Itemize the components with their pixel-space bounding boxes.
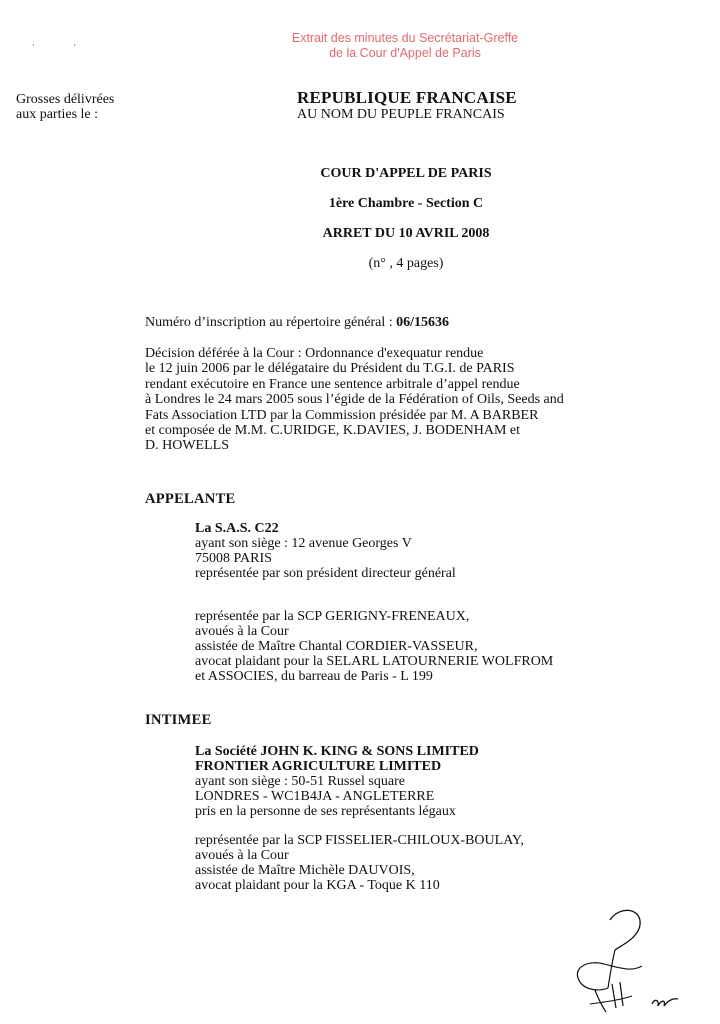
intimee-heading: INTIMEE (145, 712, 212, 728)
appelante-name: La S.A.S. C22 (195, 521, 279, 536)
intimee-line: ayant son siège : 50-51 Russel square (195, 774, 405, 789)
appelante-counsel-line: avoués à la Cour (195, 624, 289, 639)
decision-line: le 12 juin 2006 par le délégataire du Président du T.G.I. de PARIS (145, 361, 515, 377)
intimee-counsel-line: assistée de Maître Michèle DAUVOIS, (195, 863, 415, 878)
decision-deferee (145, 346, 605, 454)
appelante-line: ayant son siège : 12 avenue Georges V (195, 536, 412, 551)
intimee-counsel-line: avocat plaidant pour la KGA - Toque K 110 (195, 878, 440, 893)
decision-line: à Londres le 24 mars 2005 sous l’égide de la Fédération of Oils, Seeds and (145, 392, 564, 408)
intimee-line: pris en la personne de ses représentants légaux (195, 804, 456, 819)
appelante-heading: APPELANTE (145, 491, 236, 507)
court-chamber: 1ère Chambre - Section C (328, 196, 484, 211)
intimee-counsel-line: représentée par la SCP FISSELIER-CHILOUX-BOULAY, (195, 833, 524, 848)
case-number-value: 06/15636 (396, 315, 450, 330)
appelante-counsel-line: assistée de Maître Chantal CORDIER-VASSEUR, (195, 639, 478, 654)
appelante-line: représentée par son président directeur général (195, 566, 456, 581)
intimee-line: LONDRES - WC1B4JA - ANGLETERRE (195, 789, 435, 804)
appelante-counsel (195, 609, 553, 684)
greffe-stamp (0, 31, 720, 61)
scan-specks: ·· (32, 40, 114, 50)
case-number-label: Numéro d’inscription au répertoire général : (145, 315, 393, 330)
handwritten-signature (560, 900, 710, 1020)
appelante-line: 75008 PARIS (195, 551, 272, 566)
grosses-line-1: Grosses délivrées (16, 92, 115, 107)
appelante-counsel-line: avocat plaidant pour la SELARL LATOURNERIE WOLFROM (195, 654, 554, 669)
appelante-counsel-line: représentée par la SCP GERIGNY-FRENEAUX, (195, 609, 470, 624)
page-count: (n° , 4 pages) (368, 256, 444, 271)
grosses-line-2: aux parties le : (16, 107, 99, 122)
republic-subtitle: AU NOM DU PEUPLE FRANCAIS (297, 107, 505, 122)
appelante-counsel-line: et ASSOCIES, du barreau de Paris - L 199 (195, 669, 433, 684)
decision-line: Fats Association LTD par la Commission présidée par M. A BARBER (145, 407, 539, 423)
intimee-counsel (195, 833, 524, 893)
appelante-party (195, 521, 456, 581)
decision-line: et composée de M.M. C.URIDGE, K.DAVIES, J. BODENHAM et (145, 423, 520, 439)
court-name: COUR D'APPEL DE PARIS (320, 166, 492, 181)
republic-title: REPUBLIQUE FRANCAISE (297, 88, 517, 107)
arret-date: ARRET DU 10 AVRIL 2008 (322, 226, 490, 241)
intimee-name-2: FRONTIER AGRICULTURE LIMITED (195, 759, 442, 774)
decision-line: rendant exécutoire en France une sentence arbitrale d’appel rendue (145, 376, 520, 392)
grosses-note (16, 92, 114, 122)
intimee-party (195, 744, 479, 819)
intimee-counsel-line: avoués à la Cour (195, 848, 289, 863)
decision-line: Décision déférée à la Cour : Ordonnance d'exequatur rendue (145, 346, 484, 361)
intimee-name: La Société JOHN K. KING & SONS LIMITED (195, 744, 479, 759)
case-number (145, 315, 449, 331)
decision-line: D. HOWELLS (145, 438, 229, 454)
stamp-line-2: de la Cour d'Appel de Paris (329, 46, 481, 60)
stamp-line-1: Extrait des minutes du Secrétariat-Greffe (291, 31, 519, 45)
